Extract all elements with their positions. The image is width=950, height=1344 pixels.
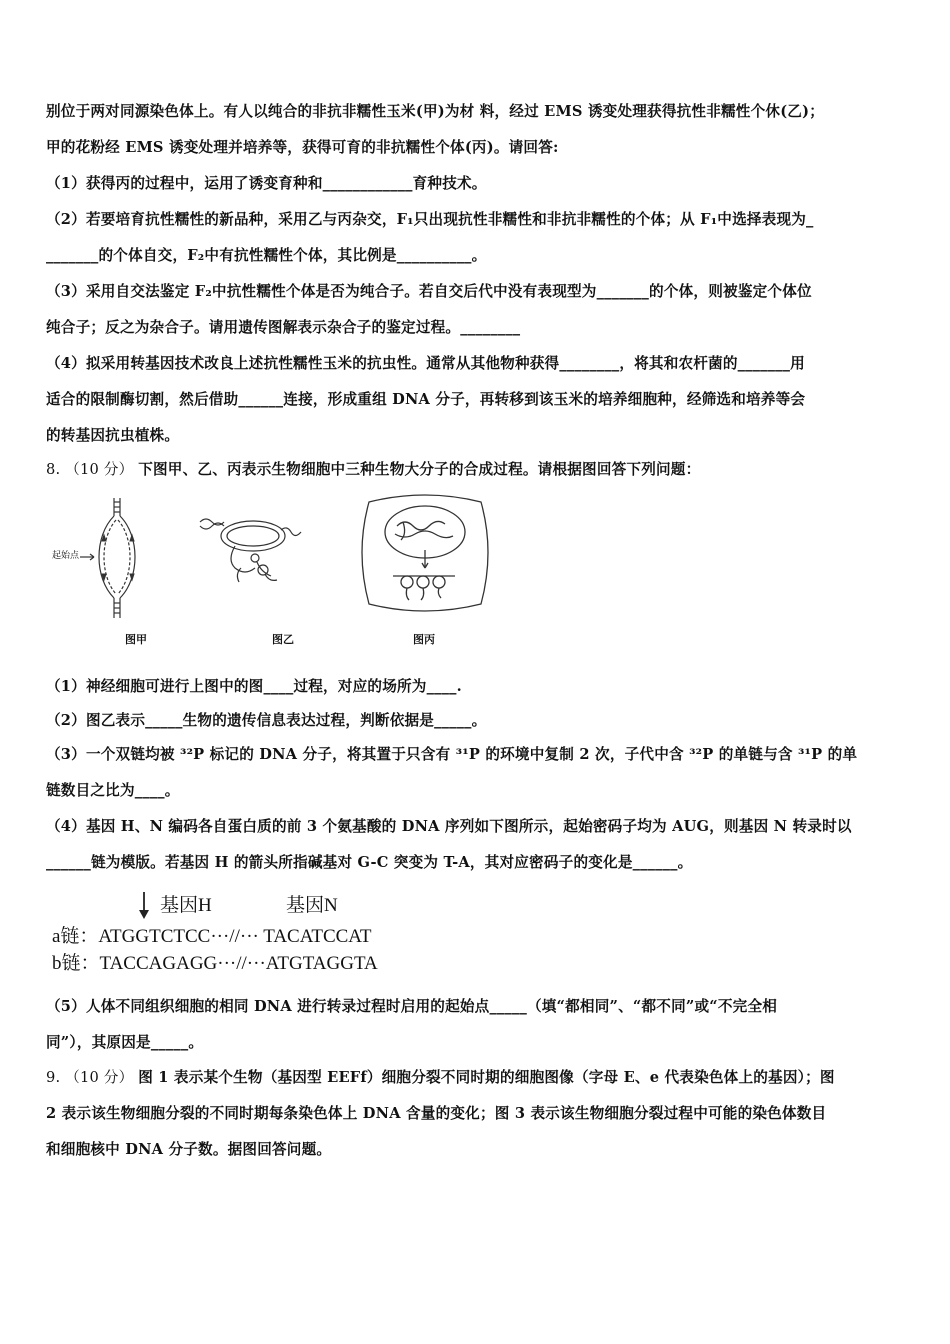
gene-n-label: 基因N (286, 895, 338, 916)
text-line: _______的个体自交，F₂中有抗性糯性个体，其比例是__________。 (46, 247, 487, 264)
text-line: 别位于两对同源染色体上。有人以纯合的非抗非糯性玉米(甲)为材 料，经过 EMS 诱变处理获得抗性非糯性个休(乙)； (46, 103, 824, 120)
figure-eukaryotic-cell (355, 492, 495, 618)
figure-prokaryote-expression (195, 510, 305, 590)
question-stem: 下图甲、乙、丙表示生物细胞中三种生物大分子的合成过程。请根据图回答下列问题： (138, 461, 701, 478)
origin-label: 起始点 (52, 551, 80, 561)
text-line: 甲的花粉经 EMS 诱变处理并培养等，获得可育的非抗糯性个体(丙)。请回答: (46, 139, 559, 156)
sub-question: （3）一个双链均被 ³²P 标记的 DNA 分子，将其置于只含有 ³¹P 的环境中复制 2 次，子代中含 ³²P 的单链与含 ³¹P 的单 (46, 746, 858, 763)
question-score: （10 分） (65, 461, 134, 478)
text-line: （3）采用自交法鉴定 F₂中抗性糯性个体是否为纯合子。若自交后代中没有表现型为_______的个体，则被鉴定个体位 (46, 283, 812, 300)
sub-question: （5）人体不同组织细胞的相同 DNA 进行转录过程时启用的起始点_____（填“都相同”、“都不同”或“不完全相 (46, 998, 778, 1015)
figure-c-caption: 图丙 (413, 633, 435, 646)
question-8-header (46, 460, 908, 480)
question-number: 9. (46, 1069, 61, 1086)
text-line: （4）拟采用转基因技术改良上述抗性糯性玉米的抗虫性。通常从其他物种获得________，将其和农杆菌的_______用 (46, 355, 805, 372)
question-number: 8. (46, 461, 61, 478)
sub-question: 同”），其原因是_____。 (46, 1034, 204, 1051)
sub-question: （2）图乙表示_____生物的遗传信息表达过程，判断依据是_____。 (46, 712, 487, 729)
strand-b: b链：TACCAGAGG···//···ATGTAGGTA (52, 953, 378, 974)
arrow-down-icon (138, 892, 150, 920)
text-line: 适合的限制酶切割，然后借助______连接，形成重组 DNA 分子，再转移到该玉米的培养细胞种，经筛选和培养等会 (46, 391, 806, 408)
question-score: （10 分） (65, 1069, 134, 1086)
text-line: 和细胞核中 DNA 分子数。据图回答问题。 (46, 1141, 332, 1158)
text-line: 2 表示该生物细胞分裂的不同时期每条染色体上 DNA 含量的变化；图 3 表示该生物细胞分裂过程中可能的染色体数目 (46, 1105, 827, 1122)
gene-h-label: 基因H (160, 895, 212, 916)
sub-question: 链数目之比为____。 (46, 782, 180, 799)
question-9-header (46, 1068, 908, 1088)
sub-question: （4）基因 H、N 编码各自蛋白质的前 3 个氨基酸的 DNA 序列如下图所示，起始密码子均为 AUG，则基因 N 转录时以 (46, 818, 852, 835)
figure-b-caption: 图乙 (272, 633, 294, 646)
figure-a-caption: 图甲 (125, 633, 147, 646)
sub-question: （1）神经细胞可进行上图中的图____过程，对应的场所为____. (46, 678, 462, 695)
text-line: （1）获得丙的过程中，运用了诱变育种和____________育种技术。 (46, 175, 487, 192)
text-line: 的转基因抗虫植株。 (46, 427, 180, 444)
text-line: （2）若要培育抗性糯性的新品种，采用乙与丙杂交，F₁只出现抗性非糯性和非抗非糯性的个体；从 F₁中选择表现为_ (46, 211, 814, 228)
strand-a: a链：ATGGTCTCC···//··· TACATCCAT (52, 926, 372, 947)
sub-question: ______链为模版。若基因 H 的箭头所指碱基对 G-C 突变为 T-A，其对应密码子的变化是______。 (46, 854, 693, 871)
question-stem: 图 1 表示某个生物（基因型 EEFf）细胞分裂不同时期的细胞图像（字母 E、e 代表染色体上的基因）；图 (138, 1069, 835, 1086)
text-line: 纯合子；反之为杂合子。请用遗传图解表示杂合子的鉴定过程。________ (46, 319, 521, 336)
dna-sequence-figure (52, 888, 382, 974)
